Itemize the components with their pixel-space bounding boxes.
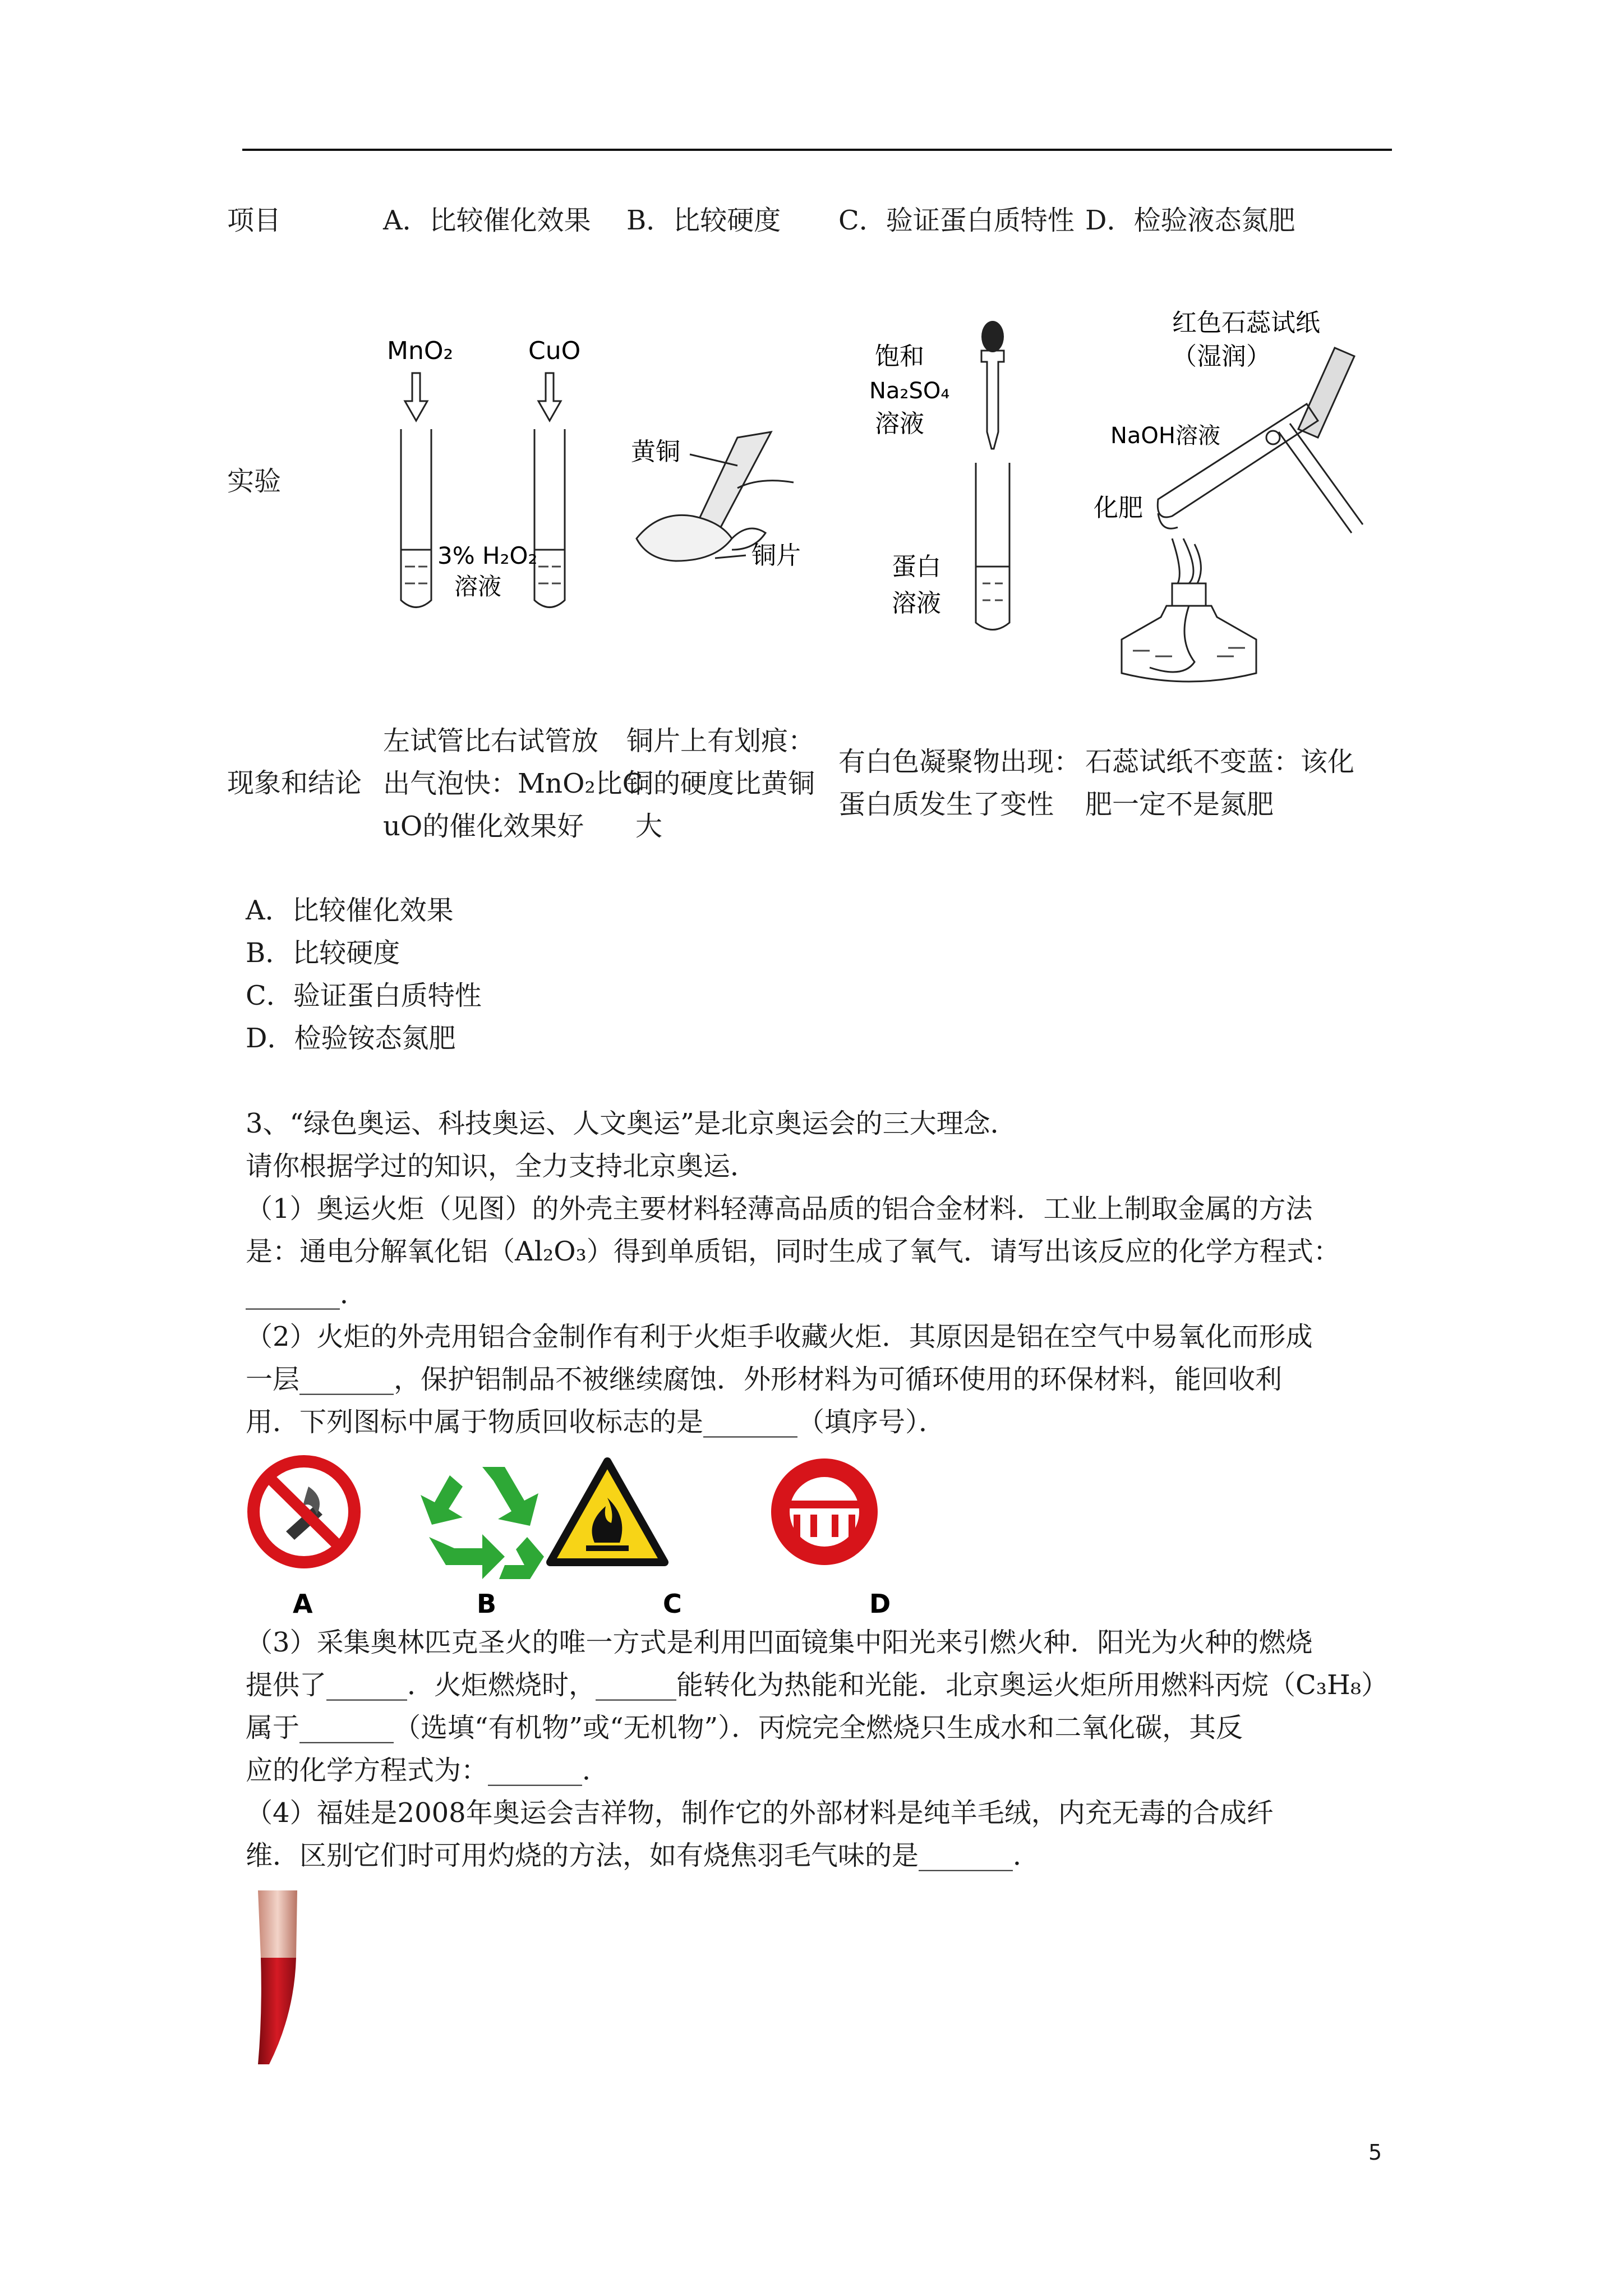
label-protein: 蛋白 [892,553,941,581]
q3-line: 是：通电分解氧化铝（Al₂O₃）得到单质铝，同时生成了氧气．请写出该反应的化学方程式： [246,1236,1340,1267]
label-saturated: 饱和 [875,342,924,371]
q3-line: （2）火炬的外壳用铝合金制作有利于火炬手收藏火炬．其原因是铝在空气中易氧化而形成 [246,1321,1313,1352]
page-number: 5 [1368,2140,1382,2165]
result-c-line: 有白色凝聚物出现： [838,746,1081,777]
label-solution-a: 溶液 [454,573,502,600]
figure-fertilizer-test [1088,292,1402,696]
result-d-line: 肥一定不是氮肥 [1085,789,1274,820]
sign-label-a: A [293,1589,313,1619]
q3-line: （3）采集奥林匹克圣火的唯一方式是利用凹面镜集中阳光来引燃火种．阳光为火种的燃烧 [246,1627,1313,1658]
q3-line: 用．下列图标中属于物质回收标志的是_______（填序号）． [246,1406,946,1438]
result-a-line: uO的催化效果好 [383,811,584,842]
result-b-line: 铜的硬度比黄铜 [626,768,815,799]
question-3-part1 [246,1102,1340,1443]
option-b[interactable]: B．比较硬度 [246,937,400,969]
olympic-torch-image [241,1885,320,2076]
figure-catalyst-test-tubes [370,331,606,623]
q3-line: 应的化学方程式为：_______． [246,1755,610,1786]
top-rule [242,149,1392,151]
label-copper: 铜片 [751,541,801,570]
no-smoking-sign-icon [253,1461,354,1562]
item-c: C．验证蛋白质特性 [838,205,1075,236]
label-h2o2: 3% H₂O₂ [437,542,538,569]
energy-saving-sign-icon [771,1458,878,1565]
label-wet: （湿润） [1172,342,1271,371]
result-a [383,720,643,848]
q3-line: _______． [246,1278,367,1310]
sign-label-b: B [477,1589,497,1619]
flammable-warning-icon [550,1461,665,1562]
item-b: B．比较硬度 [626,205,781,236]
q3-line: 提供了______．火炬燃烧时，______能转化为热能和光能．北京奥运火炬所用燃料丙烷（C₃H₈） [246,1669,1389,1701]
result-c [838,740,1081,826]
question-3-part2 [246,1621,1388,1877]
result-d-line: 石蕊试纸不变蓝：该化 [1085,746,1355,777]
result-b [626,720,815,848]
item-d: D．检验液态氮肥 [1085,205,1295,236]
result-b-line: 铜片上有划痕： [626,725,815,757]
sign-label-d: D [869,1589,891,1619]
q3-line: 3、“绿色奥运、科技奥运、人文奥运”是北京奥运会的三大理念． [246,1108,1017,1139]
item-a: A．比较催化效果 [383,205,591,236]
result-a-line: 出气泡快：MnO₂比C [383,768,643,799]
figure-hardness-scratch [625,421,822,589]
row-item-label: 项目 [227,205,282,236]
label-mno2: MnO₂ [387,337,454,365]
q3-line: （1）奥运火炬（见图）的外壳主要材料轻薄高品质的铝合金材料．工业上制取金属的方法 [246,1193,1313,1225]
figure-protein-test [864,320,1043,645]
label-brass: 黄铜 [631,438,680,466]
sign-label-c: C [663,1589,682,1619]
q3-line: 属于_______（选填“有机物”或“无机物”）．丙烷完全燃烧只生成水和二氧化碳，其反 [246,1712,1243,1743]
label-naoh: NaOH溶液 [1110,423,1220,449]
q3-line: 维．区别它们时可用灼烧的方法，如有烧焦羽毛气味的是_______． [246,1840,1040,1871]
result-d [1085,740,1354,826]
label-fertilizer: 化肥 [1094,494,1143,522]
label-solution-c1: 溶液 [875,409,924,438]
label-solution-c2: 溶液 [892,589,941,618]
q3-line: （4）福娃是2008年奥运会吉祥物，制作它的外部材料是纯羊毛绒，内充无毒的合成纤 [246,1797,1274,1829]
result-b-line: 大 [635,811,663,842]
result-a-line: 左试管比右试管放 [383,725,599,757]
label-litmus-paper: 红色石蕊试纸 [1172,309,1320,337]
label-na2so4: Na₂SO₄ [869,378,950,404]
sign-row [241,1453,953,1627]
q3-line: 请你根据学过的知识，全力支持北京奥运． [246,1151,758,1182]
option-c[interactable]: C．验证蛋白质特性 [246,980,482,1011]
row-result-label: 现象和结论 [227,767,362,799]
option-a[interactable]: A．比较催化效果 [246,895,454,926]
answer-options [246,889,482,1060]
q3-line: 一层_______，保护铝制品不被继续腐蚀．外形材料为可循环使用的环保材料，能回收利 [246,1364,1283,1395]
label-cuo: CuO [528,337,581,365]
row-experiment-label: 实验 [227,466,282,497]
result-c-line: 蛋白质发生了变性 [838,789,1054,820]
recycle-icon [421,1467,544,1579]
option-d[interactable]: D．检验铵态氮肥 [246,1023,456,1054]
